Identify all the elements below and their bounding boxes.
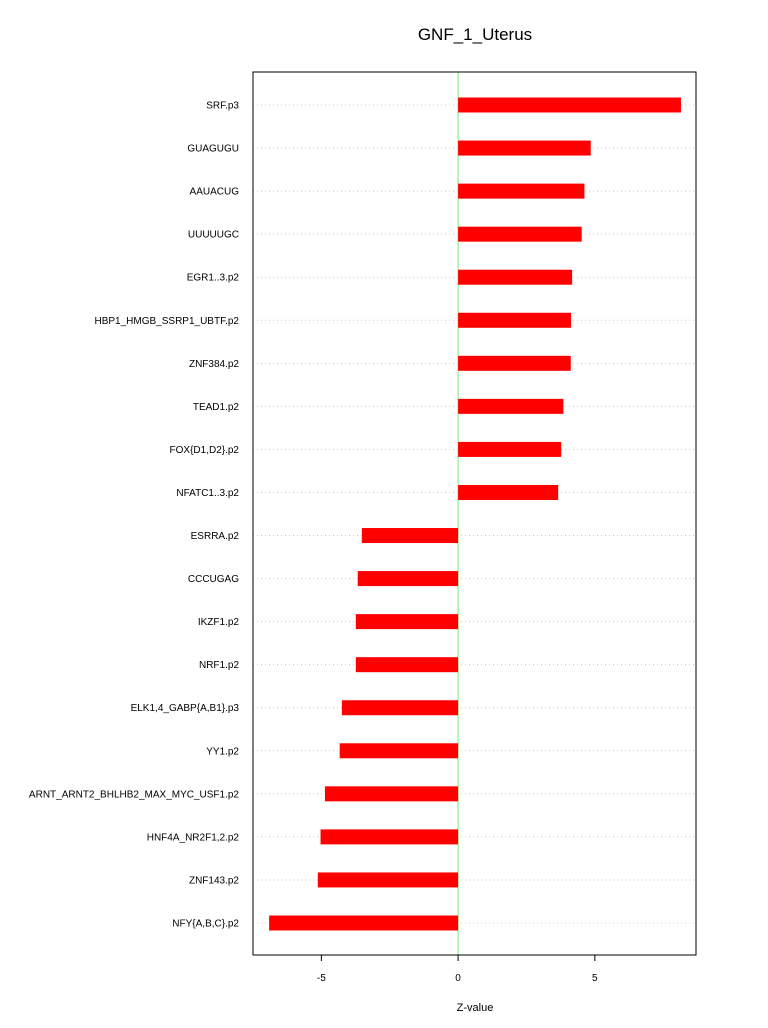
category-label: YY1.p2 — [206, 746, 239, 758]
category-label: ESRRA.p2 — [190, 531, 239, 543]
bar — [321, 829, 459, 844]
chart-title: GNF_1_Uterus — [417, 25, 533, 44]
bar — [458, 313, 571, 328]
category-label: ARNT_ARNT2_BHLHB2_MAX_MYC_USF1.p2 — [28, 789, 239, 801]
x-tick-label: 0 — [455, 973, 461, 984]
category-label: AAUACUG — [189, 186, 239, 198]
category-label: CCCUGAG — [187, 574, 239, 586]
category-label: HBP1_HMGB_SSRP1_UBTF.p2 — [94, 315, 239, 327]
bar — [458, 399, 563, 414]
category-label: HNF4A_NR2F1,2.p2 — [146, 832, 239, 844]
category-label: ZNF143.p2 — [188, 875, 239, 887]
bar — [356, 614, 458, 629]
category-label: NFATC1..3.p2 — [176, 487, 239, 499]
bar — [269, 916, 458, 931]
category-label: NRF1.p2 — [198, 660, 239, 672]
category-label: ZNF384.p2 — [188, 358, 239, 370]
category-label: TEAD1.p2 — [192, 401, 239, 413]
bar — [356, 657, 458, 672]
category-label: FOX{D1,D2}.p2 — [169, 444, 239, 456]
bar — [458, 141, 591, 156]
bar — [340, 743, 458, 758]
bar-layer — [269, 98, 681, 931]
x-tick-label: -5 — [316, 973, 326, 984]
bar — [458, 227, 582, 242]
bar — [458, 98, 681, 113]
category-label: EGR1..3.p2 — [186, 272, 239, 284]
bar — [325, 786, 458, 801]
category-label: UUUUUGC — [187, 229, 239, 241]
x-axis-label: Z-value — [456, 1002, 494, 1014]
bar — [358, 571, 458, 586]
bar — [458, 485, 558, 500]
bar — [458, 356, 571, 371]
plot-frame — [253, 72, 696, 955]
category-label: GUAGUGU — [187, 143, 239, 155]
bar — [458, 184, 584, 199]
category-label: NFY{A,B,C}.p2 — [172, 918, 239, 930]
bar — [458, 442, 561, 457]
bar — [458, 270, 572, 285]
x-axis — [317, 955, 598, 984]
bar — [362, 528, 458, 543]
category-label: SRF.p3 — [206, 100, 239, 112]
bar — [318, 872, 458, 887]
category-labels — [29, 101, 240, 930]
x-tick-label: 5 — [592, 973, 598, 984]
category-label: IKZF1.p2 — [197, 617, 239, 629]
category-label: ELK1,4_GABP{A,B1}.p3 — [130, 703, 239, 715]
bar — [342, 700, 458, 715]
